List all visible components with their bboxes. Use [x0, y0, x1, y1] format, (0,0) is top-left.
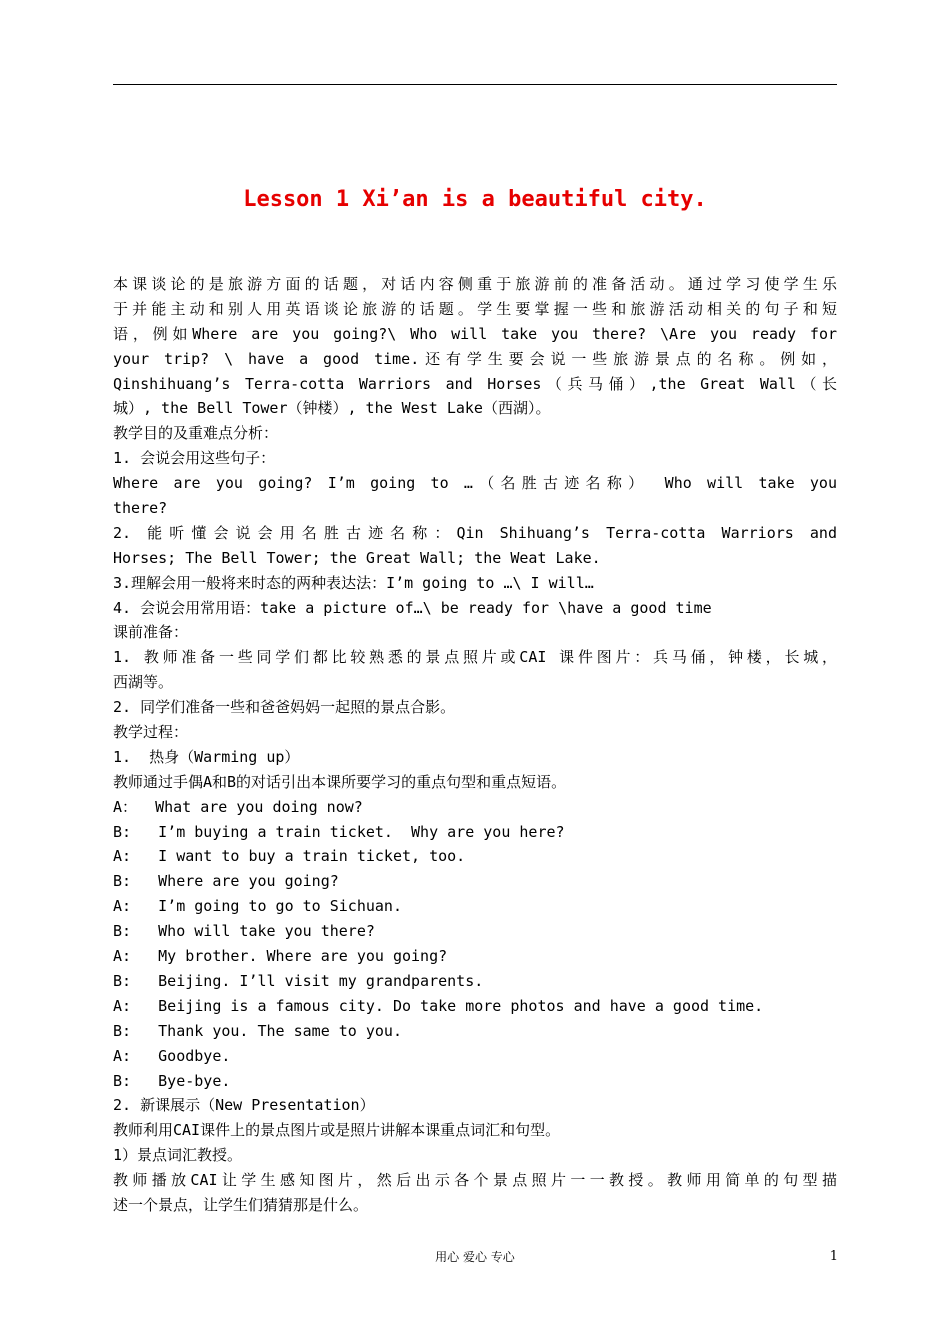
header-rule	[113, 84, 837, 85]
text-line: 1. 热身（Warming up）	[113, 747, 300, 766]
text-line: 1）景点词汇教授。	[113, 1146, 243, 1165]
text-line: B: Thank you. The same to you.	[113, 1021, 402, 1040]
text-line: 教学目的及重难点分析：	[113, 424, 279, 443]
text-line: 城）, the Bell Tower（钟楼）, the West Lake（西湖）。	[113, 399, 551, 418]
text-line: 教师播放CAI让学生感知图片，然后出示各个景点照片一一教授。教师用简单的句型描	[113, 1171, 837, 1190]
text-line: B: I’m buying a train ticket. Why are you here?	[113, 822, 565, 841]
text-line: 2. 能听懂会说会用名胜古迹名称：Qin Shihuang’s Terra-cotta Warriors and	[113, 523, 837, 542]
text-line: 述一个景点，让学生们猜猜那是什么。	[113, 1195, 369, 1214]
footer-motto: 用心 爱心 专心	[435, 1250, 515, 1264]
text-line: 教学过程：	[113, 723, 189, 742]
text-line: 4. 会说会用常用语：take a picture of…\ be ready for \have a good time	[113, 598, 712, 617]
text-line: 课前准备：	[113, 623, 189, 642]
text-line: A: Goodbye.	[113, 1046, 231, 1065]
text-line: A： What are you doing now?	[113, 797, 363, 816]
text-line: 教师利用CAI课件上的景点图片或是照片讲解本课重点词汇和句型。	[113, 1121, 561, 1140]
text-line: 西湖等。	[113, 673, 174, 692]
text-line: Where are you going? I’m going to …（名胜古迹名称） Who will take you	[113, 474, 837, 493]
text-line: B: Beijing. I’ll visit my grandparents.	[113, 971, 484, 990]
document-body	[113, 272, 837, 1218]
text-line: B: Bye-bye.	[113, 1071, 231, 1090]
text-line: B: Who will take you there?	[113, 922, 375, 941]
text-line: A: Beijing is a famous city. Do take more photos and have a good time.	[113, 996, 764, 1015]
text-line: your trip? \ have a good time.还有学生要会说一些旅游景点的名称。例如，	[113, 349, 837, 368]
text-line: 1. 教师准备一些同学们都比较熟悉的景点照片或CAI 课件图片：兵马俑，钟楼，长城，	[113, 648, 837, 667]
text-line: there?	[113, 499, 168, 518]
text-line: 2. 同学们准备一些和爸爸妈妈一起照的景点合影。	[113, 698, 456, 717]
document-title: Lesson 1 Xi’an is a beautiful city.	[243, 187, 707, 212]
page-number: 1	[829, 1249, 838, 1264]
text-line: 教师通过手偶A和B的对话引出本课所要学习的重点句型和重点短语。	[113, 772, 567, 791]
text-line: A: My brother. Where are you going?	[113, 947, 448, 966]
text-line: 于并能主动和别人用英语谈论旅游的话题。学生要掌握一些和旅游活动相关的句子和短	[113, 299, 837, 318]
text-line: 2. 新课展示（New Presentation）	[113, 1096, 375, 1115]
text-line: 1. 会说会用这些句子：	[113, 449, 276, 468]
text-line: Qinshihuang’s Terra-cotta Warriors and Horses（兵马俑）,the Great Wall（长	[113, 374, 837, 393]
text-line: 本课谈论的是旅游方面的话题，对话内容侧重于旅游前的准备活动。通过学习使学生乐	[113, 275, 837, 293]
text-line: 语，例如Where are you going?\ Who will take you there? \Are you ready for	[113, 324, 837, 343]
text-line: Horses; The Bell Tower; the Great Wall; the Weat Lake.	[113, 548, 601, 567]
text-line: A: I’m going to go to Sichuan.	[113, 897, 402, 916]
text-line: A: I want to buy a train ticket, too.	[113, 847, 466, 866]
text-line: B: Where are you going?	[113, 872, 339, 891]
text-line: 3.理解会用一般将来时态的两种表达法：I’m going to …\ I will…	[113, 573, 594, 592]
